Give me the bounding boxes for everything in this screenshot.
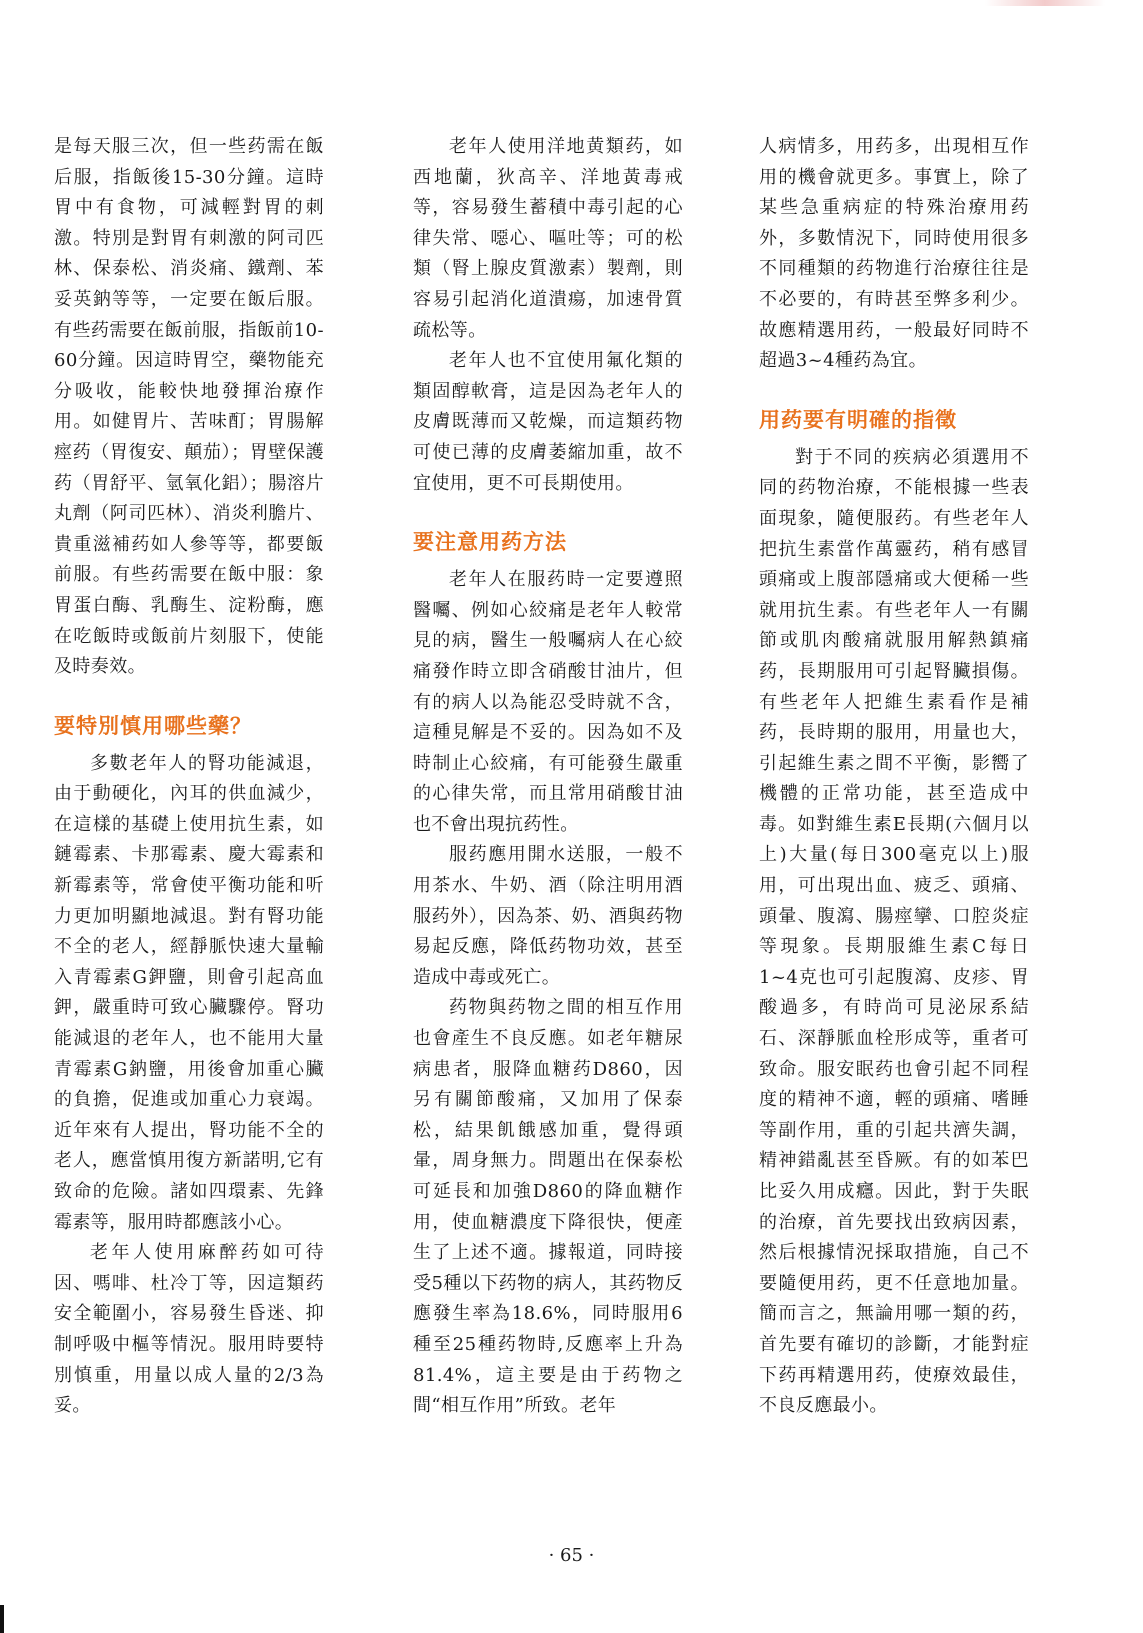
column-3: [759, 132, 1029, 1422]
paragraph: 老年人在服药時一定要遵照醫囑、例如心絞痛是老年人較常見的病，醫生一般囑病人在心絞痛發作時立即含硝酸甘油片，但有的病人以為能忍受時就不含，這種見解是不妥的。因為如不及時制止心絞痛，有可能發生嚴重的心律失常，而且常用硝酸甘油也不會出現抗药性。: [413, 569, 683, 835]
paragraph: 老年人使用麻醉药如可待因、嗎啡、杜冷丁等，因這類药安全範圍小，容易發生昏迷、抑制呼吸中樞等情況。服用時要特別慎重，用量以成人量的2/3為妥。: [54, 1242, 324, 1417]
paragraph: 多數老年人的腎功能減退，由于動硬化，內耳的供血減少，在這樣的基礎上使用抗生素，如鏈霉素、卡那霉素、慶大霉素和新霉素等，常會使平衡功能和听力更加明顯地減退。對有腎功能不全的老人，經靜脈快速大量輸入青霉素G鉀鹽，則會引起高血鉀，嚴重時可致心臟驟停。腎功能減退的老年人，也不能用大量青霉素G鈉鹽，用後會加重心臟的負擔，促進或加重心力衰竭。近年來有人提出，腎功能不全的老人，應當慎用復方新諾明,它有致命的危險。諸如四環素、先鋒霉素等，服用時都應該小心。: [54, 752, 324, 1233]
paragraph: 老年人也不宜使用氟化類的類固醇軟膏，這是因為老年人的皮膚既薄而又乾燥，而這類药物可使已薄的皮膚萎縮加重，故不宜使用，更不可長期使用。: [413, 350, 683, 494]
paragraph: 服药應用開水送服，一般不用茶水、牛奶、酒（除注明用酒服药外），因為茶、奶、酒與药物易起反應，降低药物功效，甚至造成中毒或死亡。: [413, 844, 683, 988]
paragraph: 人病情多，用药多，出現相互作用的機會就更多。事實上，除了某些急重病症的特殊治療用药外，多數情況下，同時使用很多不同種類的药物進行治療往往是不必要的，有時甚至弊多利少。故應精選用药，一般最好同時不超過3~4種药為宜。: [759, 136, 1029, 372]
scan-edge-mark: [0, 1605, 4, 1633]
scan-stain: [985, 0, 1105, 6]
paragraph: 药物與药物之間的相互作用也會產生不良反應。如老年糖尿病患者，服降血糖药D860，因另有關節酸痛，又加用了保泰松，結果飢餓感加重，覺得頭暈，周身無力。問題出在保泰松可延長和加強D860的降血糖作用，使血糖濃度下降很快，便產生了上述不適。據報道，同時接受5種以下药物的病人，其药物反應發生率為18.6%，同時服用6種至25種药物時,反應率上升為81.4%，這主要是由于药物之間“相互作用”所致。老年: [413, 997, 683, 1417]
section-heading: 用药要有明確的指徵: [759, 407, 957, 432]
section-heading: 要特別慎用哪些藥？: [54, 713, 252, 738]
paragraph: 老年人使用洋地黄類药，如西地蘭，狄高辛、洋地黃毒戒等，容易發生蓄積中毒引起的心律失常、噁心、嘔吐等；可的松類（腎上腺皮質激素）製劑，則容易引起消化道潰瘍，加速骨質疏松等。: [413, 136, 683, 341]
paragraph: 對于不同的疾病必須選用不同的药物治療，不能根據一些表面現象，隨便服药。有些老年人把抗生素當作萬靈药，稍有感冒頭痛或上腹部隱痛或大便稀一些就用抗生素。有些老年人一有關節或肌肉酸痛就服用解熱鎮痛药，長期服用可引起腎臟損傷。有些老年人把維生素看作是補药，長時期的服用，用量也大，引起維生素之間不平衡，影嚮了機體的正常功能，甚至造成中毒。如對維生素E長期(六個月以上)大量(每日300毫克以上)服用，可出現出血、疲乏、頭痛、頭暈、腹瀉、腸痙攣、口腔炎症等現象。長期服維生素C每日1~4克也可引起腹瀉、皮疹、胃酸過多，有時尚可見泌尿系結石、深靜脈血栓形成等，重者可致命。服安眠药也會引起不同程度的精神不適，輕的頭痛、嗜睡等副作用，重的引起共濟失調，精神錯亂甚至昏厥。有的如苯巴比妥久用成癮。因此，對于失眠的治療，首先要找出致病因素，然后根據情況採取措施，自己不要隨便用药，更不任意地加量。簡而言之，無論用哪一類的药，首先要有確切的診斷，才能對症下药再精選用药，使療效最佳，不良反應最小。: [759, 446, 1029, 1417]
column-1: [54, 132, 324, 1422]
page-number: · 65 ·: [548, 1545, 595, 1566]
section-heading: 要注意用药方法: [413, 530, 567, 555]
paragraph: 是每天服三次，但一些药需在飯后服，指飯後15-30分鐘。這時胃中有食物，可減輕對胃的刺激。特別是對胃有刺激的阿司匹林、保泰松、消炎痛、鐵劑、苯妥英鈉等等，一定要在飯后服。有些药需要在飯前服，指飯前10-60分鐘。因這時胃空，藥物能充分吸收，能較快地發揮治療作用。如健胃片、苦味酊；胃腸解痙药（胃復安、顛茄）；胃壁保護药（胃舒平、氫氧化鋁）；腸溶片丸劑（阿司匹林）、消炎利膽片、貴重滋補药如人參等等，都要飯前服。有些药需要在飯中服：象胃蛋白酶、乳酶生、淀粉酶，應在吃飯時或飯前片刻服下，使能及時奏效。: [54, 136, 324, 678]
column-2: [413, 132, 683, 1422]
